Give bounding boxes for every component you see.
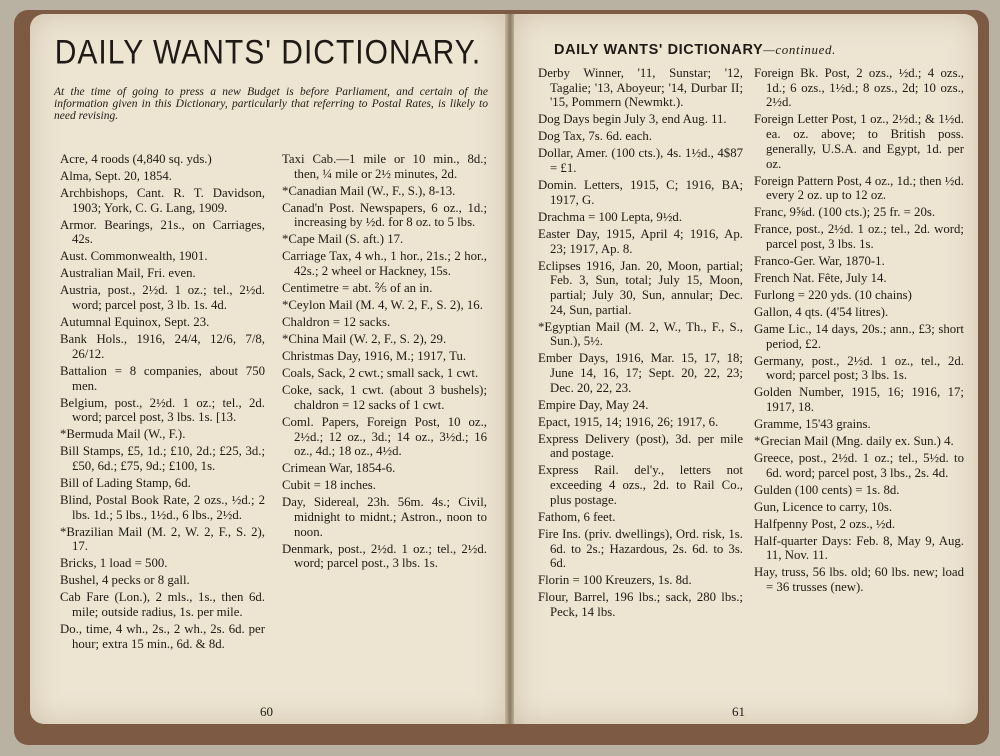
dictionary-entry: Derby Winner, '11, Sunstar; '12, Tagalie; '13, Aboyeur; '14, Durbar II; '15, Pommern (Newmkt.). <box>538 66 743 110</box>
dictionary-entry: *Grecian Mail (Mng. daily ex. Sun.) 4. <box>754 434 954 449</box>
dictionary-entry: Aust. Commonwealth, 1901. <box>60 249 208 264</box>
dictionary-entry: Belgium, post., 2½d. 1 oz.; tel., 2d. word; parcel post, 3 lbs. 1s. [13. <box>60 395 265 425</box>
dictionary-entry: Franc, 9⅝d. (100 cts.); 25 fr. = 20s. <box>754 205 936 220</box>
dictionary-entry: Gramme, 15'43 grains. <box>754 417 871 432</box>
dictionary-entry: Bank Hols., 1916, 24/4, 12/6, 7/8, 26/12. <box>60 332 265 361</box>
dictionary-entry: Empire Day, May 24. <box>538 397 649 412</box>
dictionary-column-1 <box>60 152 265 654</box>
dictionary-entry: Domin. Letters, 1915, C; 1916, BA; 1917, G. <box>538 178 743 207</box>
dictionary-entry: French Nat. Fête, July 14. <box>754 270 887 285</box>
dictionary-entry: Bill of Lading Stamp, 6d. <box>60 475 191 490</box>
running-title <box>554 42 968 58</box>
page-number: 60 <box>260 704 273 719</box>
dictionary-entry: Foreign Pattern Post, 4 oz., 1d.; then ½d. every 2 oz. up to 12 oz. <box>754 173 964 203</box>
dictionary-entry: Fire Ins. (priv. dwellings), Ord. risk, 1s. 6d. to 2s.; Hazardous, 2s. 6d. to 3s. 6d. <box>538 526 743 571</box>
dictionary-entry: Dollar, Amer. (100 cts.), 4s. 1½d., 4$87 = £1. <box>538 146 743 176</box>
running-title-continued: —continued. <box>763 42 836 57</box>
running-title-text: DAILY WANTS' DICTIONARY <box>554 42 764 58</box>
dictionary-entry: Fathom, 6 feet. <box>538 509 616 524</box>
dictionary-entry: *Cape Mail (S. aft.) 17. <box>282 232 404 247</box>
dictionary-entry: Christmas Day, 1916, M.; 1917, Tu. <box>282 349 467 364</box>
dictionary-entry: Germany, post., 2½d. 1 oz., tel., 2d. word; parcel post; 3 lbs. 1s. <box>754 353 964 383</box>
dictionary-entry: Foreign Bk. Post, 2 ozs., ½d.; 4 ozs., 1d.; 6 ozs., 1½d.; 8 ozs., 2d; 10 ozs., 2½d. <box>754 66 964 110</box>
dictionary-entry: Easter Day, 1915, April 4; 1916, Ap. 23; 1917, Ap. 8. <box>538 226 743 256</box>
dictionary-entry: Carriage Tax, 4 wh., 1 hor., 21s.; 2 hor., 42s.; 2 wheel or Hackney, 15s. <box>282 249 487 279</box>
dictionary-entry: Gallon, 4 qts. (4'54 litres). <box>754 304 889 319</box>
dictionary-entry: *Canadian Mail (W., F., S.), 8-13. <box>282 183 456 198</box>
dictionary-entry: Autumnal Equinox, Sept. 23. <box>60 315 210 330</box>
dictionary-entry: *China Mail (W. 2, F., S. 2), 29. <box>282 332 447 347</box>
dictionary-entry: Express Rail. del'y., letters not exceeding 4 ozs., 2d. to Rail Co., plus postage. <box>538 463 743 507</box>
dictionary-entry: Day, Sidereal, 23h. 56m. 4s.; Civil, midnight to midnt.; Astron., noon to noon. <box>282 495 487 539</box>
dictionary-entry: Dog Tax, 7s. 6d. each. <box>538 129 653 144</box>
dictionary-column-2 <box>282 152 487 573</box>
dictionary-column-4 <box>754 66 964 597</box>
dictionary-entry: Australian Mail, Fri. even. <box>60 266 196 281</box>
dictionary-entry: Express Delivery (post), 3d. per mile and postage. <box>538 431 743 461</box>
dictionary-entry: Flour, Barrel, 196 lbs.; sack, 280 lbs.; Peck, 14 lbs. <box>538 590 743 619</box>
dictionary-entry: Cubit = 18 inches. <box>282 478 376 493</box>
dictionary-entry: Crimean War, 1854-6. <box>282 461 396 476</box>
dictionary-entry: Cab Fare (Lon.), 2 mls., 1s., then 6d. mile; outside radius, 1s. per mile. <box>60 590 265 620</box>
dictionary-entry: Alma, Sept. 20, 1854. <box>60 169 172 183</box>
dictionary-entry: Armor. Bearings, 21s., on Carriages, 42s. <box>60 217 265 247</box>
dictionary-entry: Bricks, 1 load = 500. <box>60 556 168 571</box>
page-title: DAILY WANTS' DICTIONARY. <box>54 33 482 72</box>
dictionary-entry: Bushel, 4 pecks or 8 gall. <box>60 573 190 588</box>
dictionary-entry: Halfpenny Post, 2 ozs., ½d. <box>754 516 896 531</box>
dictionary-entry: Do., time, 4 wh., 2s., 2 wh., 2s. 6d. per hour; extra 15 min., 6d. & 8d. <box>60 622 265 651</box>
dictionary-entry: Battalion = 8 companies, about 750 men. <box>60 363 265 393</box>
dictionary-entry: Chaldron = 12 sacks. <box>282 315 391 330</box>
right-page <box>514 14 978 724</box>
dictionary-entry: Archbishops, Cant. R. T. Davidson, 1903; York, C. G. Lang, 1909. <box>60 186 265 215</box>
dictionary-entry: Hay, truss, 56 lbs. old; 60 lbs. new; load = 36 trusses (new). <box>754 565 964 595</box>
dictionary-entry: *Egyptian Mail (M. 2, W., Th., F., S., Sun.), 5½. <box>538 319 743 349</box>
dictionary-column-3 <box>538 66 743 622</box>
dictionary-entry: Coals, Sack, 2 cwt.; small sack, 1 cwt. <box>282 366 479 381</box>
dictionary-entry: Epact, 1915, 14; 1916, 26; 1917, 6. <box>538 414 719 429</box>
dictionary-entry: Dog Days begin July 3, end Aug. 11. <box>538 112 727 127</box>
dictionary-entry: Furlong = 220 yds. (10 chains) <box>754 287 912 302</box>
dictionary-entry: Canad'n Post. Newspapers, 6 oz., 1d.; increasing by ½d. for 8 oz. to 5 lbs. <box>282 200 487 230</box>
page-number: 61 <box>732 704 745 719</box>
dictionary-entry: Austria, post., 2½d. 1 oz.; tel., 2½d. word; parcel post, 3 lb. 1s. 4d. <box>60 283 265 313</box>
dictionary-entry: Denmark, post., 2½d. 1 oz.; tel., 2½d. word; parcel post., 3 lbs. 1s. <box>282 541 487 571</box>
dictionary-entry: Golden Number, 1915, 16; 1916, 17; 1917, 18. <box>754 385 964 415</box>
dictionary-entry: Coml. Papers, Foreign Post, 10 oz., 2½d.; 12 oz., 3d.; 14 oz., 3½d.; 16 oz., 4d.; 18 oz., 4½d. <box>282 414 487 459</box>
left-page <box>30 14 506 724</box>
dictionary-entry: Drachma = 100 Lepta, 9½d. <box>538 209 683 224</box>
budget-notice: At the time of going to press a new Budget is before Parliament, and certain of the information given in this Dictionary, particularly that referring to Postal Rates, is likely to need revising. <box>54 86 488 122</box>
dictionary-entry: Florin = 100 Kreuzers, 1s. 8d. <box>538 573 692 588</box>
dictionary-entry: Franco-Ger. War, 1870-1. <box>754 253 885 268</box>
dictionary-entry: *Ceylon Mail (M. 4, W. 2, F., S. 2), 16. <box>282 298 483 313</box>
dictionary-entry: Coke, sack, 1 cwt. (about 3 bushels); chaldron = 12 sacks of 1 cwt. <box>282 383 487 412</box>
dictionary-entry: Foreign Letter Post, 1 oz., 2½d.; & 1½d. ea. oz. above; to British poss. generally, U.S.A. and Egypt, 1d. per oz. <box>754 112 964 171</box>
dictionary-entry: Acre, 4 roods (4,840 sq. yds.) <box>60 152 212 166</box>
dictionary-entry: Taxi Cab.—1 mile or 10 min., 8d.; then, ¼ mile or 2½ minutes, 2d. <box>282 152 487 181</box>
dictionary-entry: *Brazilian Mail (M. 2, W. 2, F., S. 2), 17. <box>60 524 265 554</box>
dictionary-entry: *Bermuda Mail (W., F.). <box>60 427 186 442</box>
dictionary-entry: Gun, Licence to carry, 10s. <box>754 499 893 514</box>
dictionary-entry: Bill Stamps, £5, 1d.; £10, 2d.; £25, 3d.; £50, 6d.; £75, 9d.; £100, 1s. <box>60 444 265 473</box>
dictionary-entry: Game Lic., 14 days, 20s.; ann., £3; short period, £2. <box>754 321 964 351</box>
dictionary-entry: Eclipses 1916, Jan. 20, Moon, partial; Feb. 3, Sun, total; July 15, Moon, partial; July 30, Sun, annular; Dec. 24, Sun, partial. <box>538 258 743 317</box>
dictionary-entry: Gulden (100 cents) = 1s. 8d. <box>754 482 900 497</box>
dictionary-entry: Greece, post., 2½d. 1 oz.; tel., 5½d. to 6d. word; parcel post, 3 lbs., 2s. 4d. <box>754 451 964 480</box>
dictionary-entry: Ember Days, 1916, Mar. 15, 17, 18; June 14, 16, 17; Sept. 20, 22, 23; Dec. 20, 22, 23. <box>538 351 743 395</box>
dictionary-entry: Half-quarter Days: Feb. 8, May 9, Aug. 11, Nov. 11. <box>754 533 964 563</box>
dictionary-entry: France, post., 2½d. 1 oz.; tel., 2d. word; parcel post, 3 lbs. 1s. <box>754 222 964 251</box>
dictionary-entry: Centimetre = abt. ⅖ of an in. <box>282 281 433 296</box>
dictionary-entry: Blind, Postal Book Rate, 2 ozs., ½d.; 2 lbs. 1d.; 5 lbs., 1½d., 6 lbs., 2½d. <box>60 492 265 522</box>
